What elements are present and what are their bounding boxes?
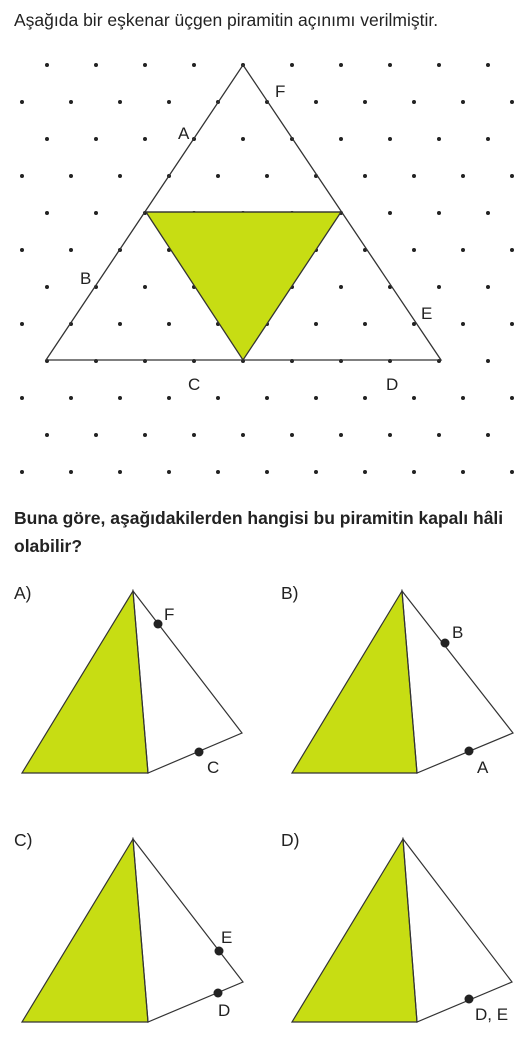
grid-dot [45, 285, 49, 289]
grid-dot [461, 322, 465, 326]
grid-dot [20, 100, 24, 104]
option-b-right-face [402, 591, 513, 773]
grid-dot [265, 470, 269, 474]
grid-dot [486, 137, 490, 141]
grid-dot [363, 470, 367, 474]
net-label-b: B [80, 269, 92, 288]
option-b-upper-label: B [452, 623, 464, 642]
grid-dot [45, 137, 49, 141]
option-c-upper-label: E [221, 928, 233, 947]
option-c-pyramid [22, 839, 243, 1022]
grid-dot [143, 137, 147, 141]
grid-dot [241, 433, 245, 437]
grid-dot [290, 433, 294, 437]
grid-dot [192, 63, 196, 67]
option-c-lower-label: D [218, 1001, 231, 1020]
grid-dot [118, 100, 122, 104]
grid-dot [339, 63, 343, 67]
grid-dot [216, 396, 220, 400]
grid-dot [486, 433, 490, 437]
option-b-pyramid [292, 591, 513, 777]
grid-dot [510, 470, 514, 474]
option-c-letter: C) [14, 830, 33, 850]
grid-dot [510, 174, 514, 178]
grid-dot [437, 285, 441, 289]
grid-dot [265, 174, 269, 178]
grid-dot [388, 433, 392, 437]
grid-dot [412, 396, 416, 400]
grid-dot [20, 248, 24, 252]
grid-dot [45, 63, 49, 67]
grid-dot [461, 100, 465, 104]
grid-dot [69, 470, 73, 474]
net-label-c: C [188, 375, 201, 394]
option-a-pyramid [22, 591, 242, 777]
grid-dot [363, 100, 367, 104]
net-label-f: F [275, 82, 286, 101]
grid-dot [314, 470, 318, 474]
grid-dot [363, 322, 367, 326]
grid-dot [388, 211, 392, 215]
grid-dot [69, 174, 73, 178]
grid-dot [143, 433, 147, 437]
net-shaded-face [146, 212, 341, 360]
grid-dot [118, 470, 122, 474]
option-d-right-face [403, 839, 512, 1022]
grid-dot [216, 174, 220, 178]
grid-dot [192, 433, 196, 437]
grid-dot [412, 100, 416, 104]
option-a-shaded-face [22, 591, 148, 773]
grid-dot [412, 470, 416, 474]
grid-dot [94, 433, 98, 437]
grid-dot [241, 137, 245, 141]
grid-dot [94, 211, 98, 215]
net-label-a: A [178, 124, 190, 143]
grid-dot [118, 322, 122, 326]
grid-dot [461, 470, 465, 474]
pyramid-net [46, 65, 441, 394]
option-b-upper-point [441, 639, 450, 648]
grid-dot [339, 285, 343, 289]
grid-dot [412, 248, 416, 252]
option-c-lower-point [214, 989, 223, 998]
option-c-shaded-face [22, 839, 148, 1022]
net-label-d: D [386, 375, 399, 394]
grid-dot [412, 174, 416, 178]
grid-dot [437, 137, 441, 141]
grid-dot [69, 396, 73, 400]
option-a-lower-point [195, 748, 204, 757]
option-d-letter: D) [281, 830, 300, 850]
option-a-upper-label: F [164, 605, 175, 624]
option-d-lower-label: D, E [475, 1005, 509, 1024]
question-text: Buna göre, aşağıdakilerden hangisi bu piramitin kapalı hâli olabilir? [14, 508, 504, 556]
option-b-shaded-face [292, 591, 417, 773]
grid-dot [339, 433, 343, 437]
grid-dot [461, 248, 465, 252]
option-d-pyramid [292, 839, 512, 1024]
grid-dot [167, 470, 171, 474]
grid-dot [167, 396, 171, 400]
grid-dot [437, 433, 441, 437]
grid-dot [94, 63, 98, 67]
grid-dot [265, 396, 269, 400]
intro-text: Aşağıda bir eşkenar üçgen piramitin açınımı verilmiştir. [14, 10, 439, 30]
grid-dot [143, 63, 147, 67]
option-d-point [465, 995, 474, 1004]
option-b-lower-label: A [477, 758, 489, 777]
option-b-letter: B) [281, 583, 299, 603]
option-d-shaded-face [292, 839, 417, 1022]
option-a-upper-point [154, 620, 163, 629]
grid-dot [461, 396, 465, 400]
grid-dot [118, 174, 122, 178]
grid-dot [167, 100, 171, 104]
option-c-upper-point [215, 947, 224, 956]
grid-dot [461, 174, 465, 178]
grid-dot [143, 285, 147, 289]
grid-dot [510, 248, 514, 252]
option-a-lower-label: C [207, 758, 220, 777]
grid-dot [437, 211, 441, 215]
grid-dot [20, 174, 24, 178]
grid-dot [510, 396, 514, 400]
option-a-letter: A) [14, 583, 32, 603]
grid-dot [388, 137, 392, 141]
net-label-e: E [421, 304, 433, 323]
grid-dot [388, 63, 392, 67]
grid-dot [45, 211, 49, 215]
grid-dot [486, 359, 490, 363]
grid-dot [486, 211, 490, 215]
grid-dot [167, 322, 171, 326]
grid-dot [45, 433, 49, 437]
grid-dot [486, 285, 490, 289]
grid-dot [363, 174, 367, 178]
grid-dot [437, 63, 441, 67]
grid-dot [69, 248, 73, 252]
grid-dot [363, 396, 367, 400]
option-b-lower-point [465, 747, 474, 756]
grid-dot [20, 396, 24, 400]
grid-dot [314, 322, 318, 326]
grid-dot [314, 396, 318, 400]
grid-dot [20, 470, 24, 474]
option-a-right-face [133, 591, 242, 773]
grid-dot [20, 322, 24, 326]
grid-dot [339, 137, 343, 141]
grid-dot [510, 322, 514, 326]
grid-dot [69, 100, 73, 104]
grid-dot [216, 470, 220, 474]
grid-dot [94, 137, 98, 141]
grid-dot [510, 100, 514, 104]
grid-dot [290, 63, 294, 67]
grid-dot [118, 396, 122, 400]
grid-dot [486, 63, 490, 67]
grid-dot [314, 100, 318, 104]
